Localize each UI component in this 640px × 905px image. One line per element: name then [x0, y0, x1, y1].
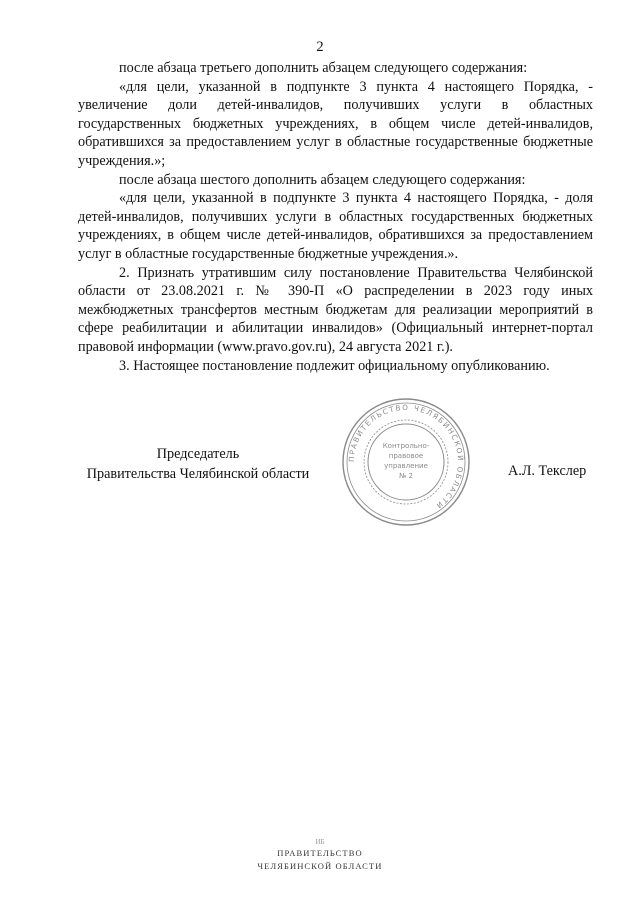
document-body [78, 59, 593, 375]
official-seal [340, 396, 472, 528]
footer-line: ПРАВИТЕЛЬСТВО [277, 848, 363, 858]
page-number: 2 [316, 39, 324, 55]
seal-center-text: правовое [388, 452, 424, 460]
paragraph: 2. Признать утратившим силу постановление Правительства Челябинской области от 23.08.2021 г. № 390-П «О распределении в 2023 году иных межбюджетных трансфертов местным бюджетам для реализации мероприятий в сфере реабилитации и абилитации инвалидов» (Официальный интернет-портал правовой информации (www.pravo.gov.ru), 24 августа 2021 г.). [78, 264, 593, 355]
signatory-title-line: Правительства Челябинской области [86, 466, 310, 482]
seal-center-text: Контрольно- [382, 442, 430, 450]
paragraph: «для цели, указанной в подпункте 3 пункта 4 настоящего Порядка, - увеличение доли детей-инвалидов, получивших услуги в областных государственных бюджетных учреждениях, в общем числе детей-инвалидов, обратившихся за предоставлением услуг в областные государственные бюджетные учреждения.»; [78, 78, 593, 169]
seal-center-text: управление [384, 462, 428, 470]
signatory-name: А.Л. Текслер [508, 463, 587, 479]
seal-ring-text: ПРАВИТЕЛЬСТВО ЧЕЛЯБИНСКОЙ ОБЛАСТИ [346, 402, 466, 512]
signatory-title [78, 444, 318, 484]
paragraph: «для цели, указанной в подпункте 3 пункта 4 настоящего Порядка, - доля детей-инвалидов, получивших услуги в областных государственных бюджетных учреждениях, в общем числе детей-инвалидов, обратившихся за предоставлением услуг в областные государственные бюджетные учреждения.». [78, 190, 593, 262]
footer-mark: ИБ [315, 838, 325, 846]
footer-stamp [0, 838, 640, 873]
paragraph: после абзаца третьего дополнить абзацем следующего содержания: [119, 60, 528, 76]
paragraph: после абзаца шестого дополнить абзацем следующего содержания: [119, 171, 526, 188]
signatory-title-line: Председатель [156, 446, 240, 462]
footer-line: ЧЕЛЯБИНСКОЙ ОБЛАСТИ [257, 861, 383, 871]
paragraph: 3. Настоящее постановление подлежит официальному опубликованию. [119, 357, 550, 374]
seal-center-text: № 2 [399, 472, 413, 480]
